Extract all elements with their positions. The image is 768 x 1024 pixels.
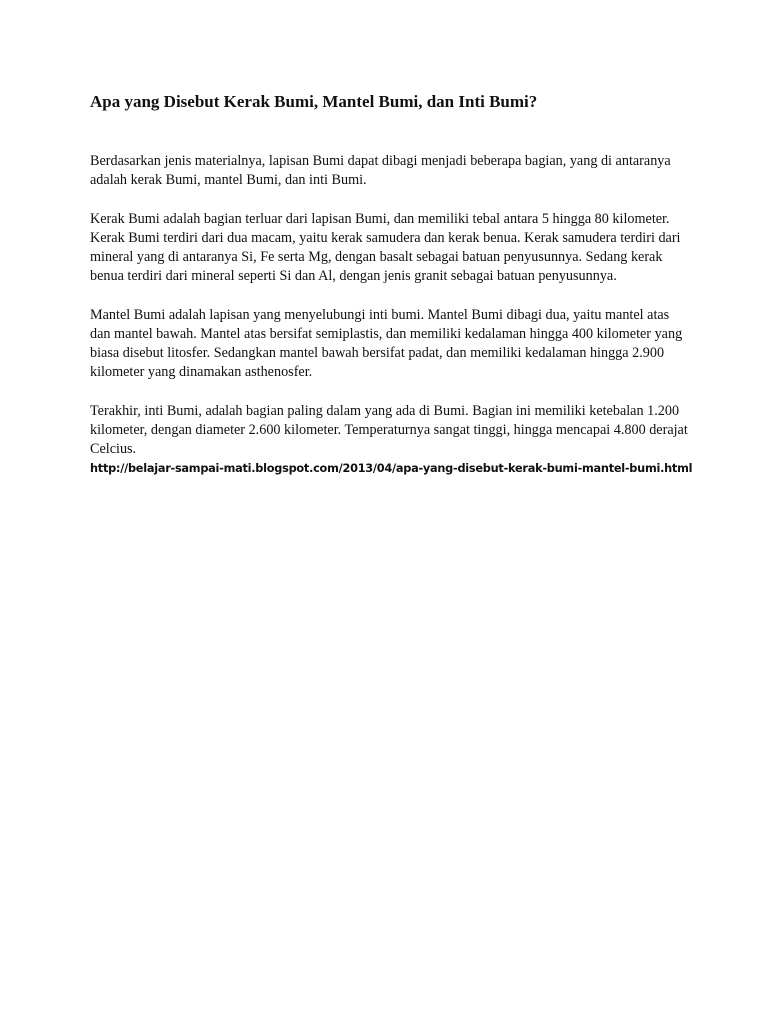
paragraph-kerak-bumi: Kerak Bumi adalah bagian terluar dari lapisan Bumi, dan memiliki tebal antara 5 hingga 80 kilometer. Kerak Bumi terdiri dari dua macam, yaitu kerak samudera dan kerak benua. Kerak samudera terdiri dari mineral yang di antaranya Si, Fe serta Mg, dengan basalt sebagai batuan penyusunnya. Sedang kerak benua terdiri dari mineral seperti Si dan Al, dengan jenis granit sebagai batuan penyusunnya. [90, 211, 681, 284]
document-content [90, 92, 693, 477]
paragraph-intro: Berdasarkan jenis materialnya, lapisan Bumi dapat dibagi menjadi beberapa bagian, yang di antaranya adalah kerak Bumi, mantel Bumi, dan inti Bumi. [90, 153, 671, 188]
document-title: Apa yang Disebut Kerak Bumi, Mantel Bumi, dan Inti Bumi? [90, 92, 538, 111]
source-url-link[interactable]: http://belajar-sampai-mati.blogspot.com/2013/04/apa-yang-disebut-kerak-bumi-mantel-bumi.html [90, 462, 693, 475]
paragraph-inti-bumi: Terakhir, inti Bumi, adalah bagian paling dalam yang ada di Bumi. Bagian ini memiliki ketebalan 1.200 kilometer, dengan diameter 2.600 kilometer. Temperaturnya sangat tinggi, hingga mencapai 4.800 derajat Celcius. [90, 403, 688, 457]
paragraph-mantel-bumi: Mantel Bumi adalah lapisan yang menyelubungi inti bumi. Mantel Bumi dibagi dua, yaitu mantel atas dan mantel bawah. Mantel atas bersifat semiplastis, dan memiliki kedalaman hingga 400 kilometer yang biasa disebut litosfer. Sedangkan mantel bawah bersifat padat, dan memiliki kedalaman hingga 2.900 kilometer yang dinamakan asthenosfer. [90, 307, 683, 380]
